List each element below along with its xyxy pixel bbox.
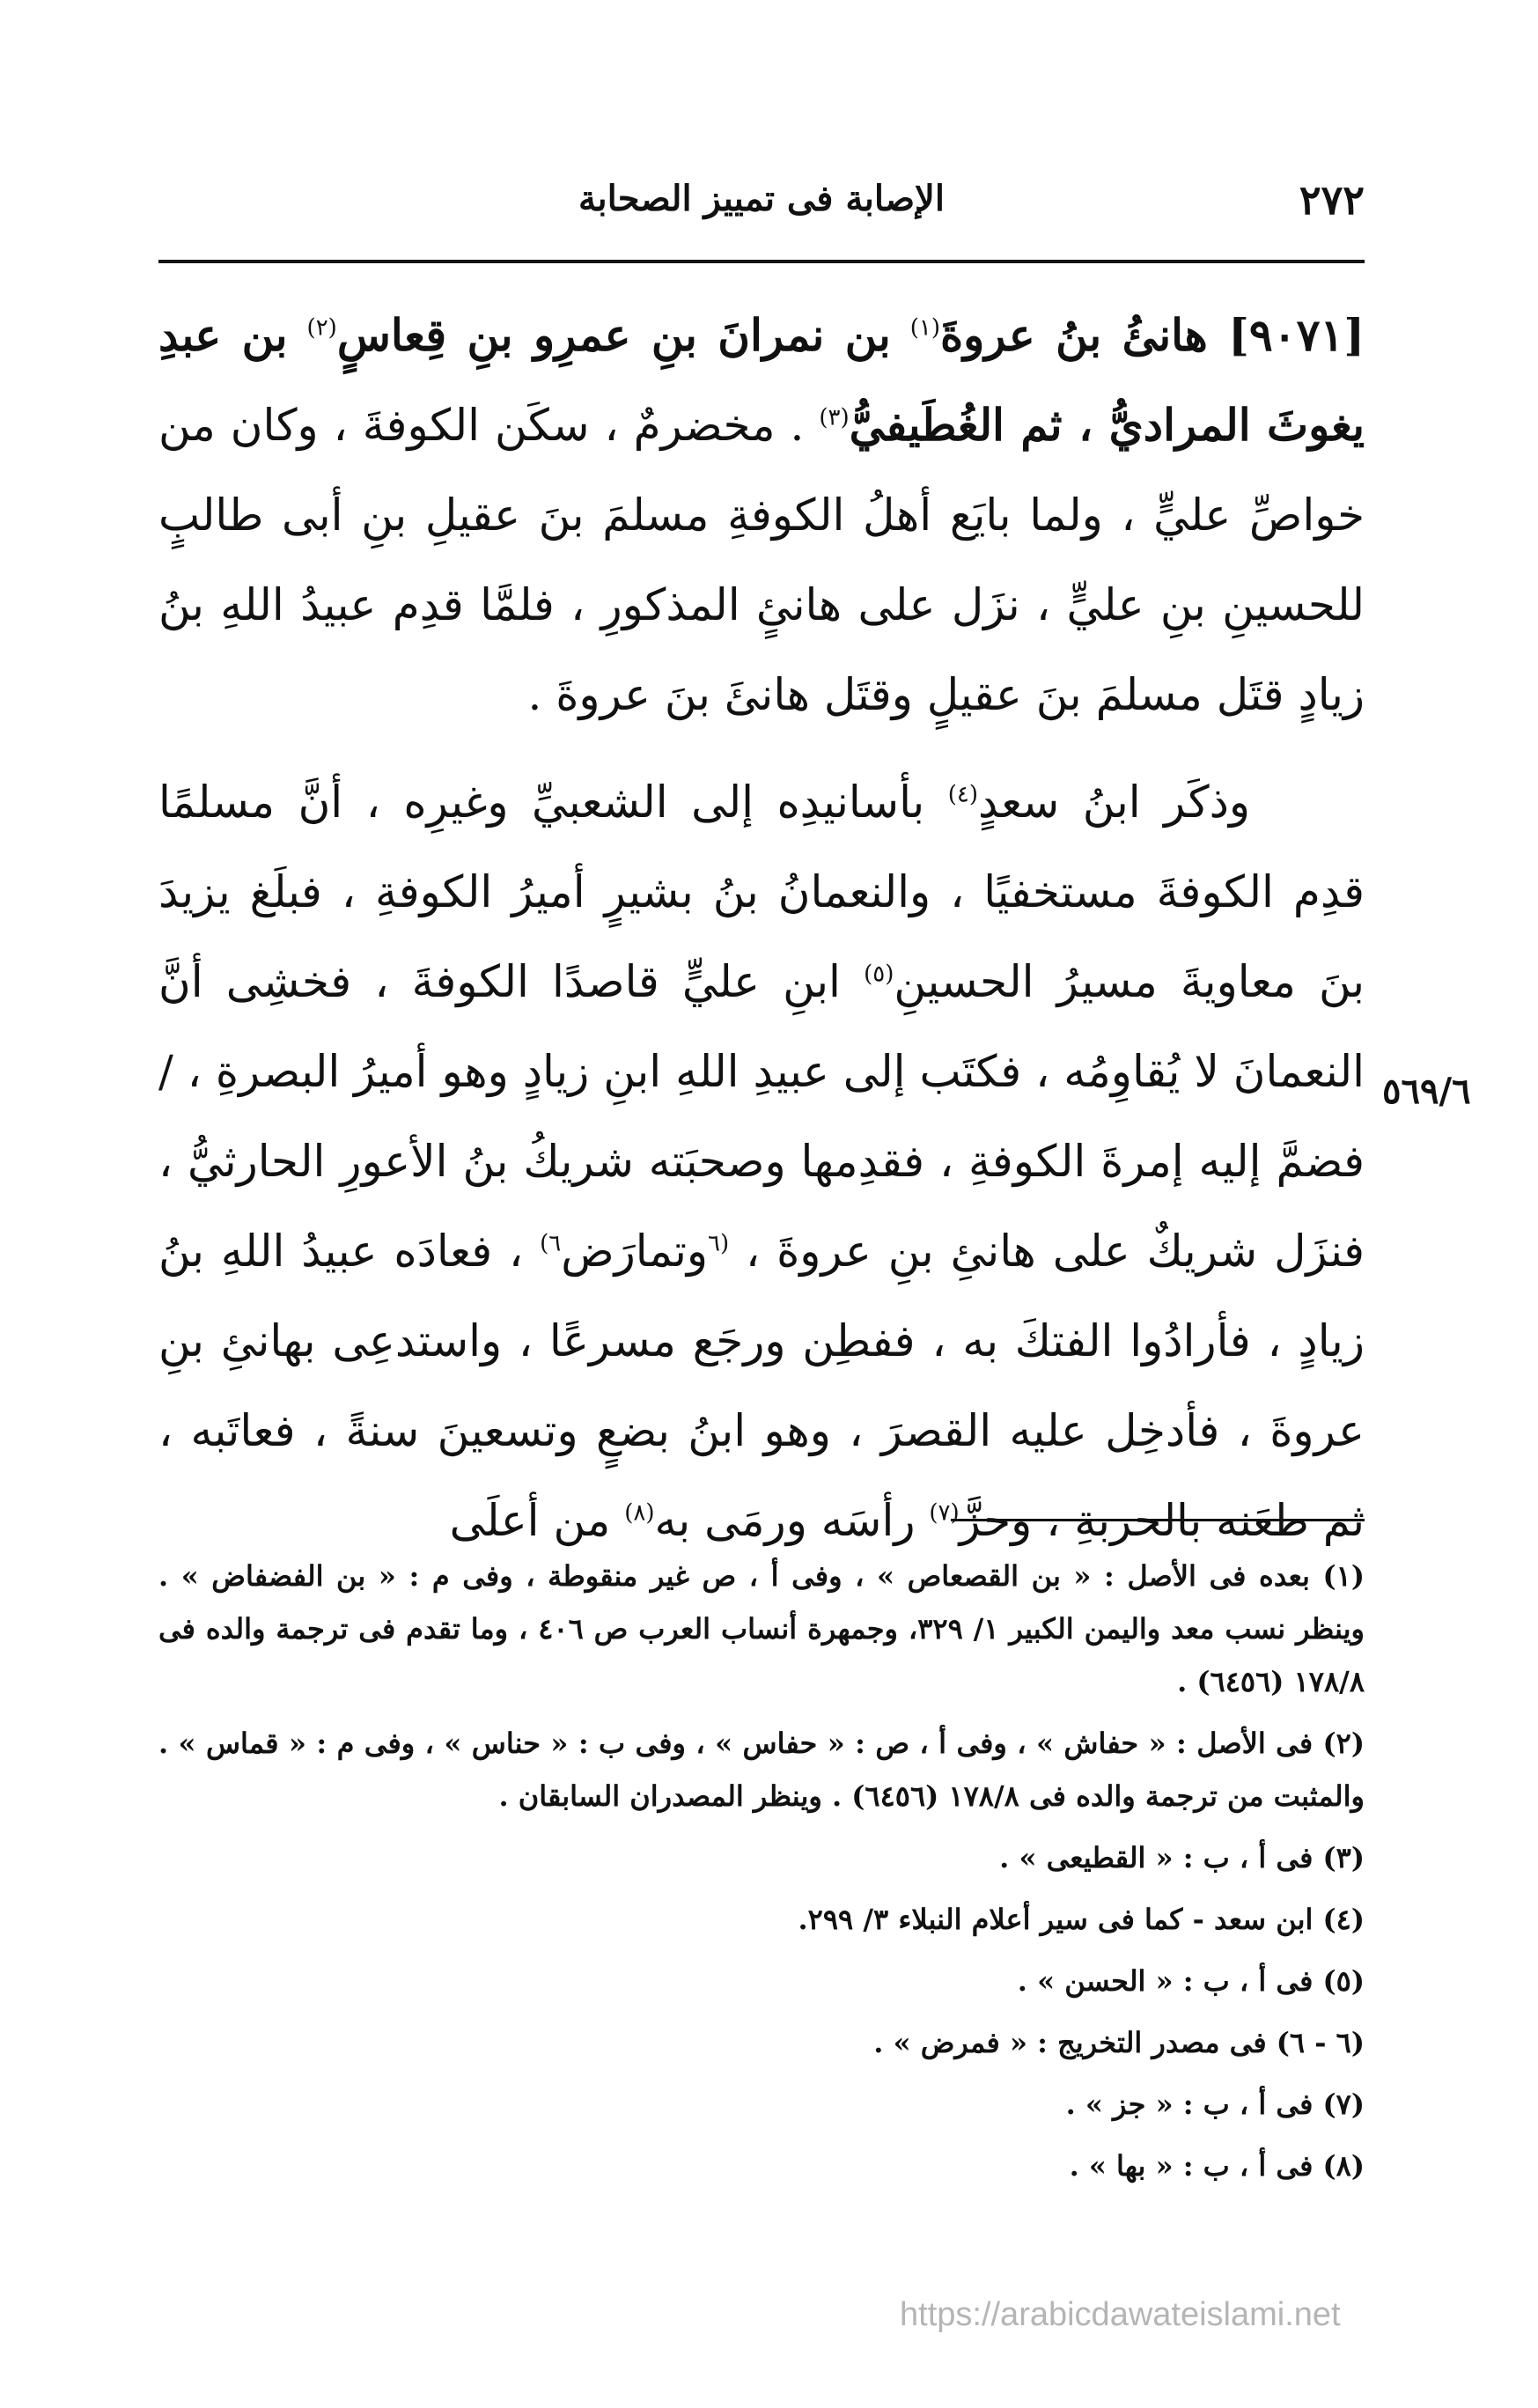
footnote-mark-1: (١) (909, 314, 940, 342)
entry-text-2e: ، فعادَه عبيدُ اللهِ بنُ زيادٍ ، فأرادُوا الفتكَ به ، ففطِن ورجَع مسرعًا ، واستدعِى بهانئِ بنِ عروةَ ، فأدخِل عليه القصرَ ، وهو ابنُ بضعٍ وتسعينَ سنةً ، فعاتَبه ، ثم طعَنه بالحربةِ ، وحزَّ (158, 1226, 1365, 1546)
entry-text-1: . مخضرمٌ ، سكَن الكوفةَ ، وكان من خواصِّ عليٍّ ، ولما بايَع أهلُ الكوفةِ مسلمَ بنَ عقيلِ بنِ أبى طالبٍ للحسينِ بنِ عليٍّ ، نزَل على هانئٍ المذكورِ ، فلمَّا قدِم عبيدُ اللهِ بنُ زيادٍ قتَل مسلمَ بنَ عقيلٍ وقتَل هانئَ بنَ عروةَ . (158, 400, 1365, 720)
entry-text-2b: بأسانيدِه إلى الشعبيِّ وغيرِه ، أنَّ مسلمًا قدِم الكوفةَ مستخفيًا ، والنعمانُ بنُ بشيرٍ أميرُ الكوفةِ ، فبلَغ يزيدَ بنَ معاويةَ مسيرُ الحسينِ (158, 777, 1365, 1007)
entry-text-2d: وتمارَض (561, 1226, 708, 1277)
entry-heading: [٩٠٧١] هانئُ بنُ عروةَ (939, 309, 1365, 361)
entry-lineage-1: بن نمرانَ بنِ عمرِو بنِ قِعاسٍ (336, 309, 891, 361)
footnotes (158, 1550, 1365, 2201)
entry-text-2a: وذكَر ابنُ سعدٍ (978, 777, 1250, 828)
footnote-6: (٦ - ٦) فى مصدر التخريج : « فمرض » . (873, 2026, 1365, 2059)
footnote-mark-4: (٤) (947, 781, 979, 808)
footnote-1: (١) بعده فى الأصل : « بن القصعاص » ، وفى أ ، ص غير منقوطة ، وفى م : « بن الفضفاض » . وينظر نسب معد واليمن الكبير ١/ ٣٢٩، وجمهرة أنساب العرب ص ٤٠٦ ، وما تقدم فى ترجمة والده فى ١٧٨/٨ (٦٤٥٦) . (158, 1559, 1365, 1698)
footnote-2: (٢) فى الأصل : « حفاش » ، وفى أ ، ص : « حفاس » ، وفى ب : « حناس » ، وفى م : « قماس » . والمثبت من ترجمة والده فى ١٧٨/٨ (٦٤٥٦) . وينظر المصدران السابقان . (158, 1727, 1365, 1813)
footnote-mark-2: (٢) (306, 314, 337, 342)
footnote-3: (٣) فى أ ، ب : « القطيعى » . (999, 1841, 1365, 1874)
page-header (158, 176, 1365, 247)
footnote-4: (٤) ابن سعد - كما فى سير أعلام النبلاء ٣/ ٢٩٩. (798, 1903, 1365, 1936)
footnote-mark-6-close: ٦) (540, 1230, 562, 1257)
footnote-8: (٨) فى أ ، ب : « بها » . (1069, 2149, 1365, 2183)
main-text (158, 291, 1365, 1565)
footnote-5: (٥) فى أ ، ب : « الحسن » . (1017, 1964, 1365, 1998)
entry-text-2g: من أعلَى (449, 1495, 611, 1546)
footnote-mark-8: (٨) (624, 1499, 655, 1527)
margin-page-reference: ٥٦٩/٦ (1382, 1071, 1471, 1112)
page-number: ٢٧٢ (1299, 176, 1365, 224)
footnote-rule (951, 1519, 1365, 1521)
footnote-mark-3: (٣) (819, 404, 850, 431)
watermark-url: https://arabicdawateislami.net (900, 2296, 1341, 2333)
running-title: الإصابة فى تمييز الصحابة (578, 178, 945, 219)
entry-paragraph-2 (158, 757, 1365, 1565)
header-rule (158, 260, 1365, 263)
entry-text-2c: ابنِ عليٍّ قاصدًا الكوفةَ ، فخشِى أنَّ النعمانَ لا يُقاوِمُه ، فكتَب إلى عبيدِ اللهِ ابنِ زيادٍ وهو أميرُ البصرةِ ، / فضمَّ إليه إمرةَ الكوفةِ ، فقدِمها وصحبَته شريكُ بنُ الأعورِ الحارثيُّ ، فنزَل شريكٌ على هانئِ بنِ عروةَ ، (158, 956, 1365, 1277)
entry-text-2f: رأسَه ورمَى به (654, 1495, 916, 1546)
footnote-mark-6-open: (٦ (708, 1230, 730, 1257)
entry-lineage-2: بن عبدِ يغوثَ المراديُّ ، ثم الغُطَيفيُّ (158, 309, 1365, 451)
footnote-mark-7: (٧) (929, 1499, 960, 1527)
entry-paragraph-1 (158, 291, 1365, 740)
footnote-7: (٧) فى أ ، ب : « جز » . (1065, 2088, 1365, 2121)
footnote-mark-5: (٥) (864, 961, 894, 988)
